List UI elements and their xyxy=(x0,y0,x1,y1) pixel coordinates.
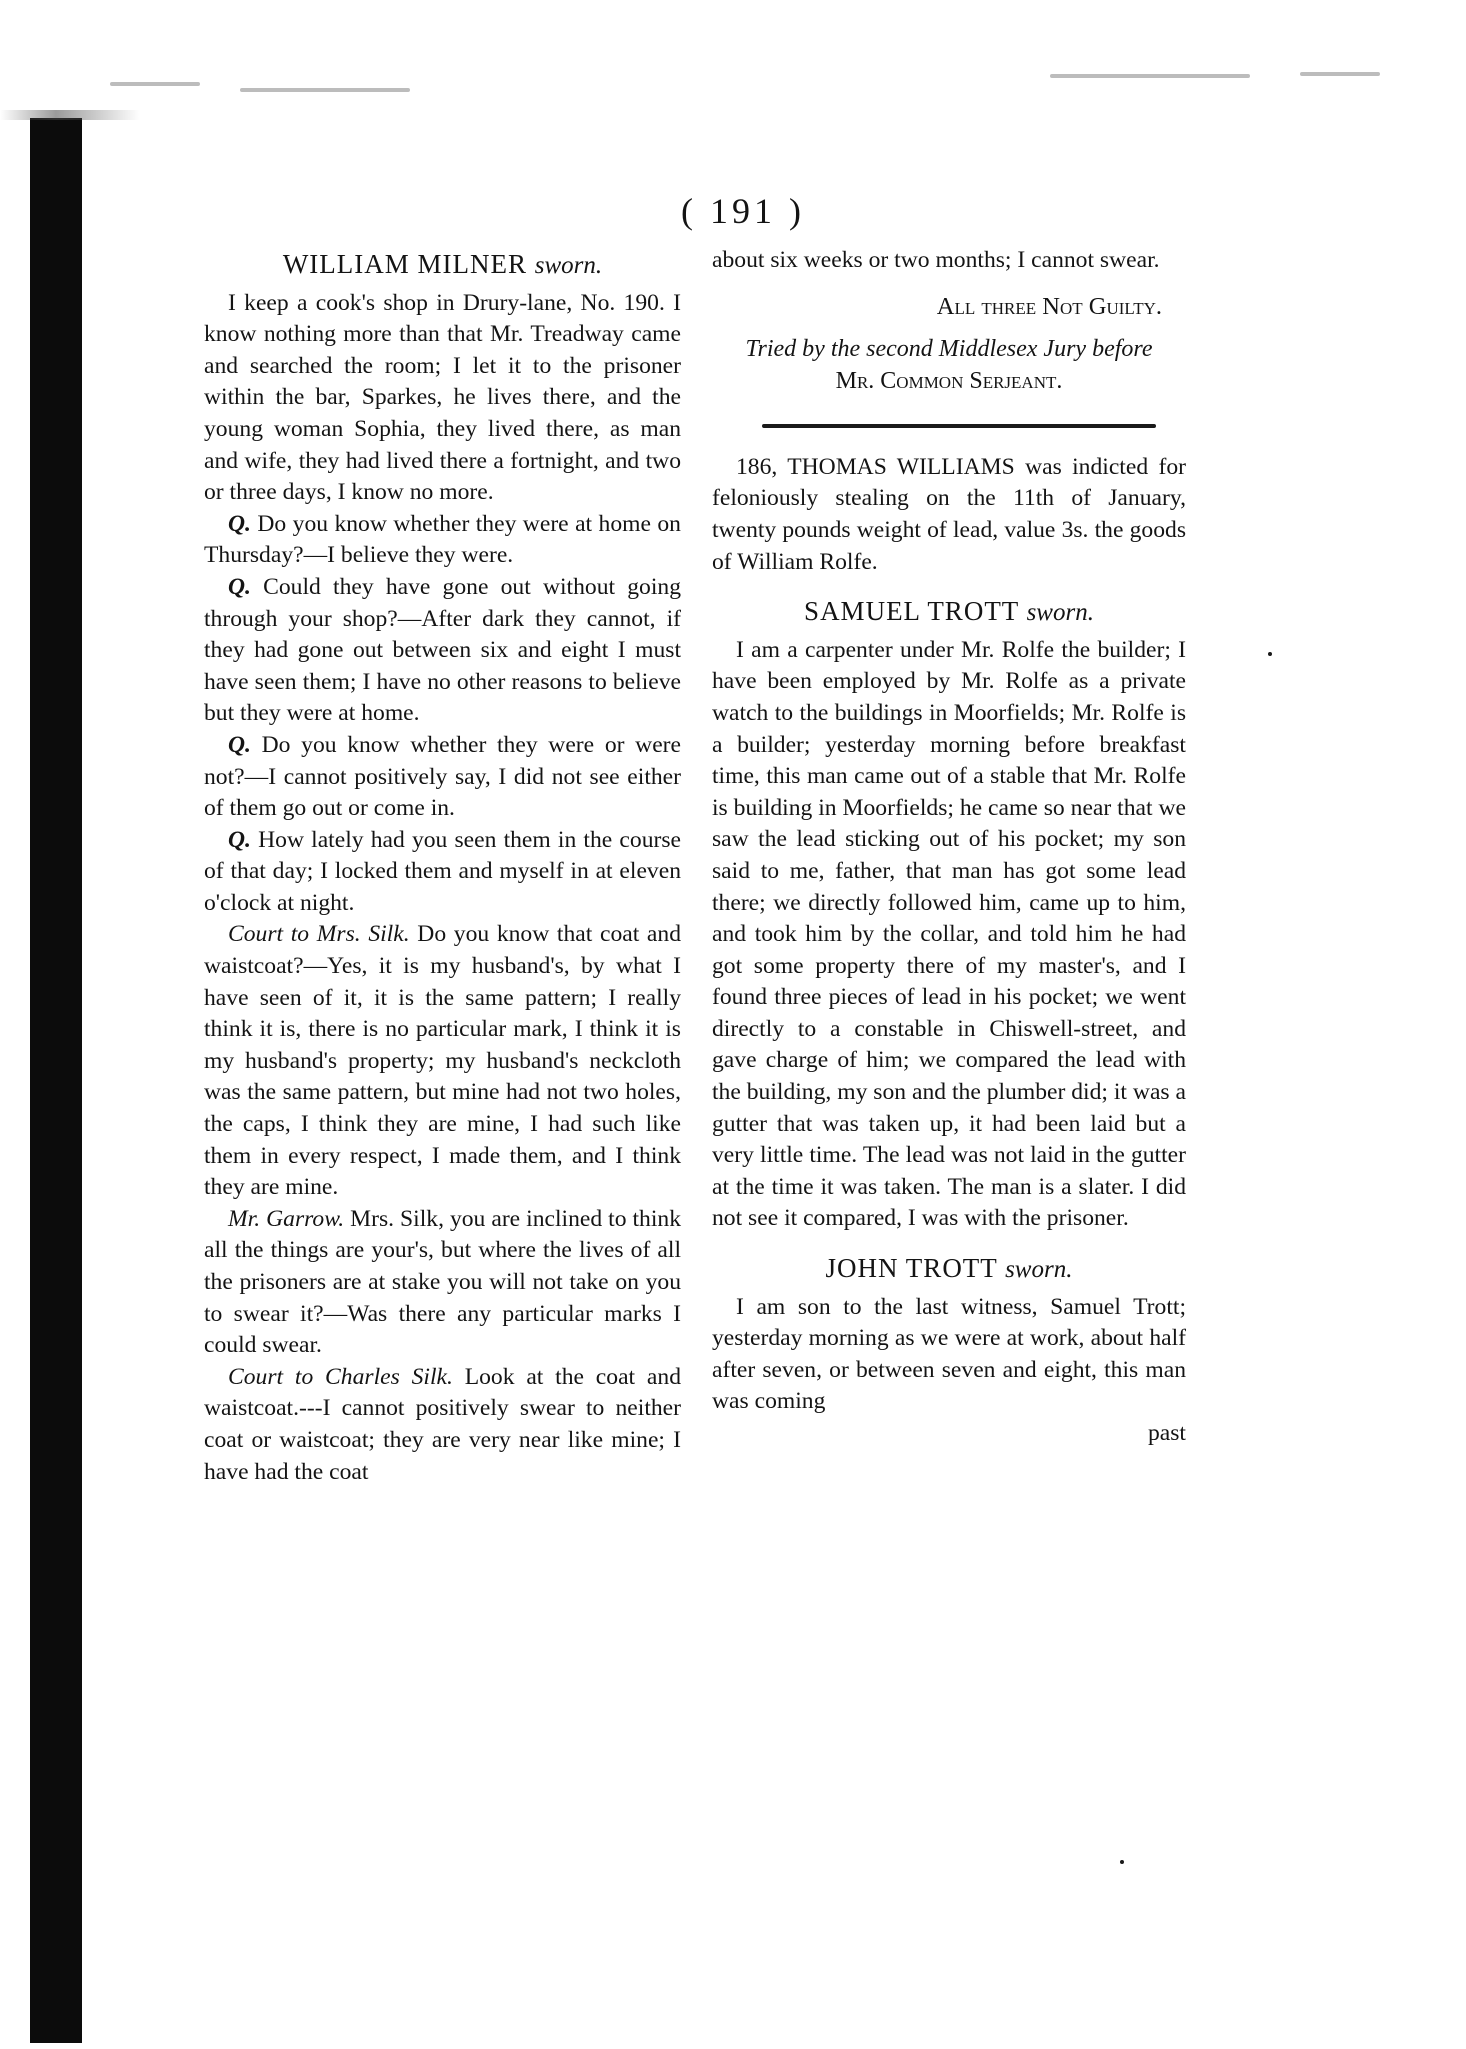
sworn-label: sworn. xyxy=(1005,1256,1073,1284)
witness-heading xyxy=(204,249,681,282)
catchword: past xyxy=(1147,1420,1186,1446)
speaker-label: Court to Charles Silk. xyxy=(228,1363,453,1390)
indictment-paragraph: 186, THOMAS WILLIAMS was indicted for feloniously stealing on the 11th of January, twenty pounds weight of lead, value 3s. the goods of William Rolfe. xyxy=(712,453,1186,575)
continuation-paragraph: about six weeks or two months; I cannot swear. xyxy=(712,247,1160,273)
scan-speckle xyxy=(1300,72,1380,76)
scan-speckle xyxy=(110,82,200,86)
page-number: ( 191 ) xyxy=(681,191,805,231)
jury-judge: Mr. Common Serjeant. xyxy=(835,368,1063,395)
sworn-label: sworn. xyxy=(1026,599,1094,627)
scan-dot xyxy=(1268,652,1272,656)
speaker-label: Court to Mrs. Silk. xyxy=(228,921,410,948)
left-column xyxy=(204,245,681,1488)
scan-speckle xyxy=(1050,74,1250,78)
question-paragraph xyxy=(204,825,681,920)
witness-heading xyxy=(712,596,1186,629)
verdict-line xyxy=(712,291,1162,323)
scan-speckle xyxy=(240,88,410,92)
question-text: Do you know whether they were or were not?—I cannot positively say, I did not see either of them go out or come in. xyxy=(204,731,681,822)
speaker-label: Mr. Garrow. xyxy=(228,1205,345,1232)
sworn-label: sworn. xyxy=(534,252,603,279)
dialogue-paragraph xyxy=(204,1362,681,1488)
question-mark: Q. xyxy=(228,826,251,853)
section-divider xyxy=(762,424,1156,428)
question-text: How lately had you seen them in the course of that day; I locked them and myself in at eleven o'clock at night. xyxy=(204,826,681,916)
testimony-paragraph: I am a carpenter under Mr. Rolfe the builder; I have been employed by Mr. Rolfe as a private watch to the buildings in Moorfields; Mr. Rolfe is a builder; yesterday morning before breakfast time, this man came out of a stable that Mr. Rolfe is building in Moorfields; he came so near that we saw the lead sticking out of his pocket; my son said to me, father, that man has got some lead there; we directly followed him, came up to him, and took him by the collar, and told him he had got some property there of my master's, and I found three pieces of lead in his pocket; we went directly to a constable in Chiswell-street, and gave charge of him; we compared the lead with the building, my son and the plumber did; it was a gutter that was taken up, it had been laid but a very little time. The lead was not laid in the gutter at the time it was taken. The man is a slater. I did not see it compared, I was with the prisoner. xyxy=(712,636,1186,1232)
right-column xyxy=(712,245,1186,1450)
question-text: Do you know whether they were at home on Thursday?—I believe they were. xyxy=(204,510,681,569)
scan-top-shadow xyxy=(0,110,140,120)
witness-name: SAMUEL TROTT xyxy=(804,596,1019,627)
scan-dot xyxy=(1120,1860,1124,1864)
dialogue-paragraph xyxy=(204,919,681,1203)
question-mark: Q. xyxy=(228,731,251,758)
dialogue-text: Look at the coat and waistcoat.---I cannot positively swear to neither coat or waistcoat; they are very near like mine; I have had the coat xyxy=(204,1363,681,1485)
dialogue-paragraph xyxy=(204,1204,681,1362)
testimony-paragraph: I keep a cook's shop in Drury-lane, No. 190. I know nothing more than that Mr. Treadway came and searched the room; I let it to the prisoner within the bar, Sparkes, he lives there, and the young woman Sophia, they lived there, as man and wife, they had lived there a fortnight, and two or three days, I know no more. xyxy=(204,289,681,506)
dialogue-text: Mrs. Silk, you are inclined to think all the things are your's, but where the lives of all the prisoners are at stake you will not take on you to swear it?—Was there any particular marks I could swear. xyxy=(204,1205,681,1359)
dialogue-text: Do you know that coat and waistcoat?—Yes, it is my husband's, by what I have seen of it, it is the same pattern; I really think it is, there is no particular mark, I think it is my husband's property; my husband's neckcloth was the same pattern, but mine had not two holes, the caps, I think they are mine, I had such like them in every respect, I made them, and I think they are mine. xyxy=(204,921,681,1201)
question-mark: Q. xyxy=(228,573,251,600)
testimony-paragraph: I am son to the last witness, Samuel Trott; yesterday morning as we were at work, about half after seven, or between seven and eight, this man was coming xyxy=(712,1293,1186,1415)
question-text: Could they have gone out without going through your shop?—After dark they cannot, if they had gone out between six and eight I must have seen them; I have no other reasons to believe but they were at home. xyxy=(204,573,681,727)
question-paragraph xyxy=(204,509,681,572)
question-paragraph xyxy=(204,572,681,730)
question-paragraph xyxy=(204,730,681,825)
question-mark: Q. xyxy=(228,510,251,537)
witness-name: WILLIAM MILNER xyxy=(282,249,528,279)
witness-heading xyxy=(712,1253,1186,1286)
verdict-text: All three Not Guilty. xyxy=(936,292,1162,320)
scan-binding-shadow xyxy=(30,118,82,2043)
witness-name: JOHN TROTT xyxy=(825,1253,998,1284)
jury-line: Tried by the second Middlesex Jury before xyxy=(745,336,1153,363)
